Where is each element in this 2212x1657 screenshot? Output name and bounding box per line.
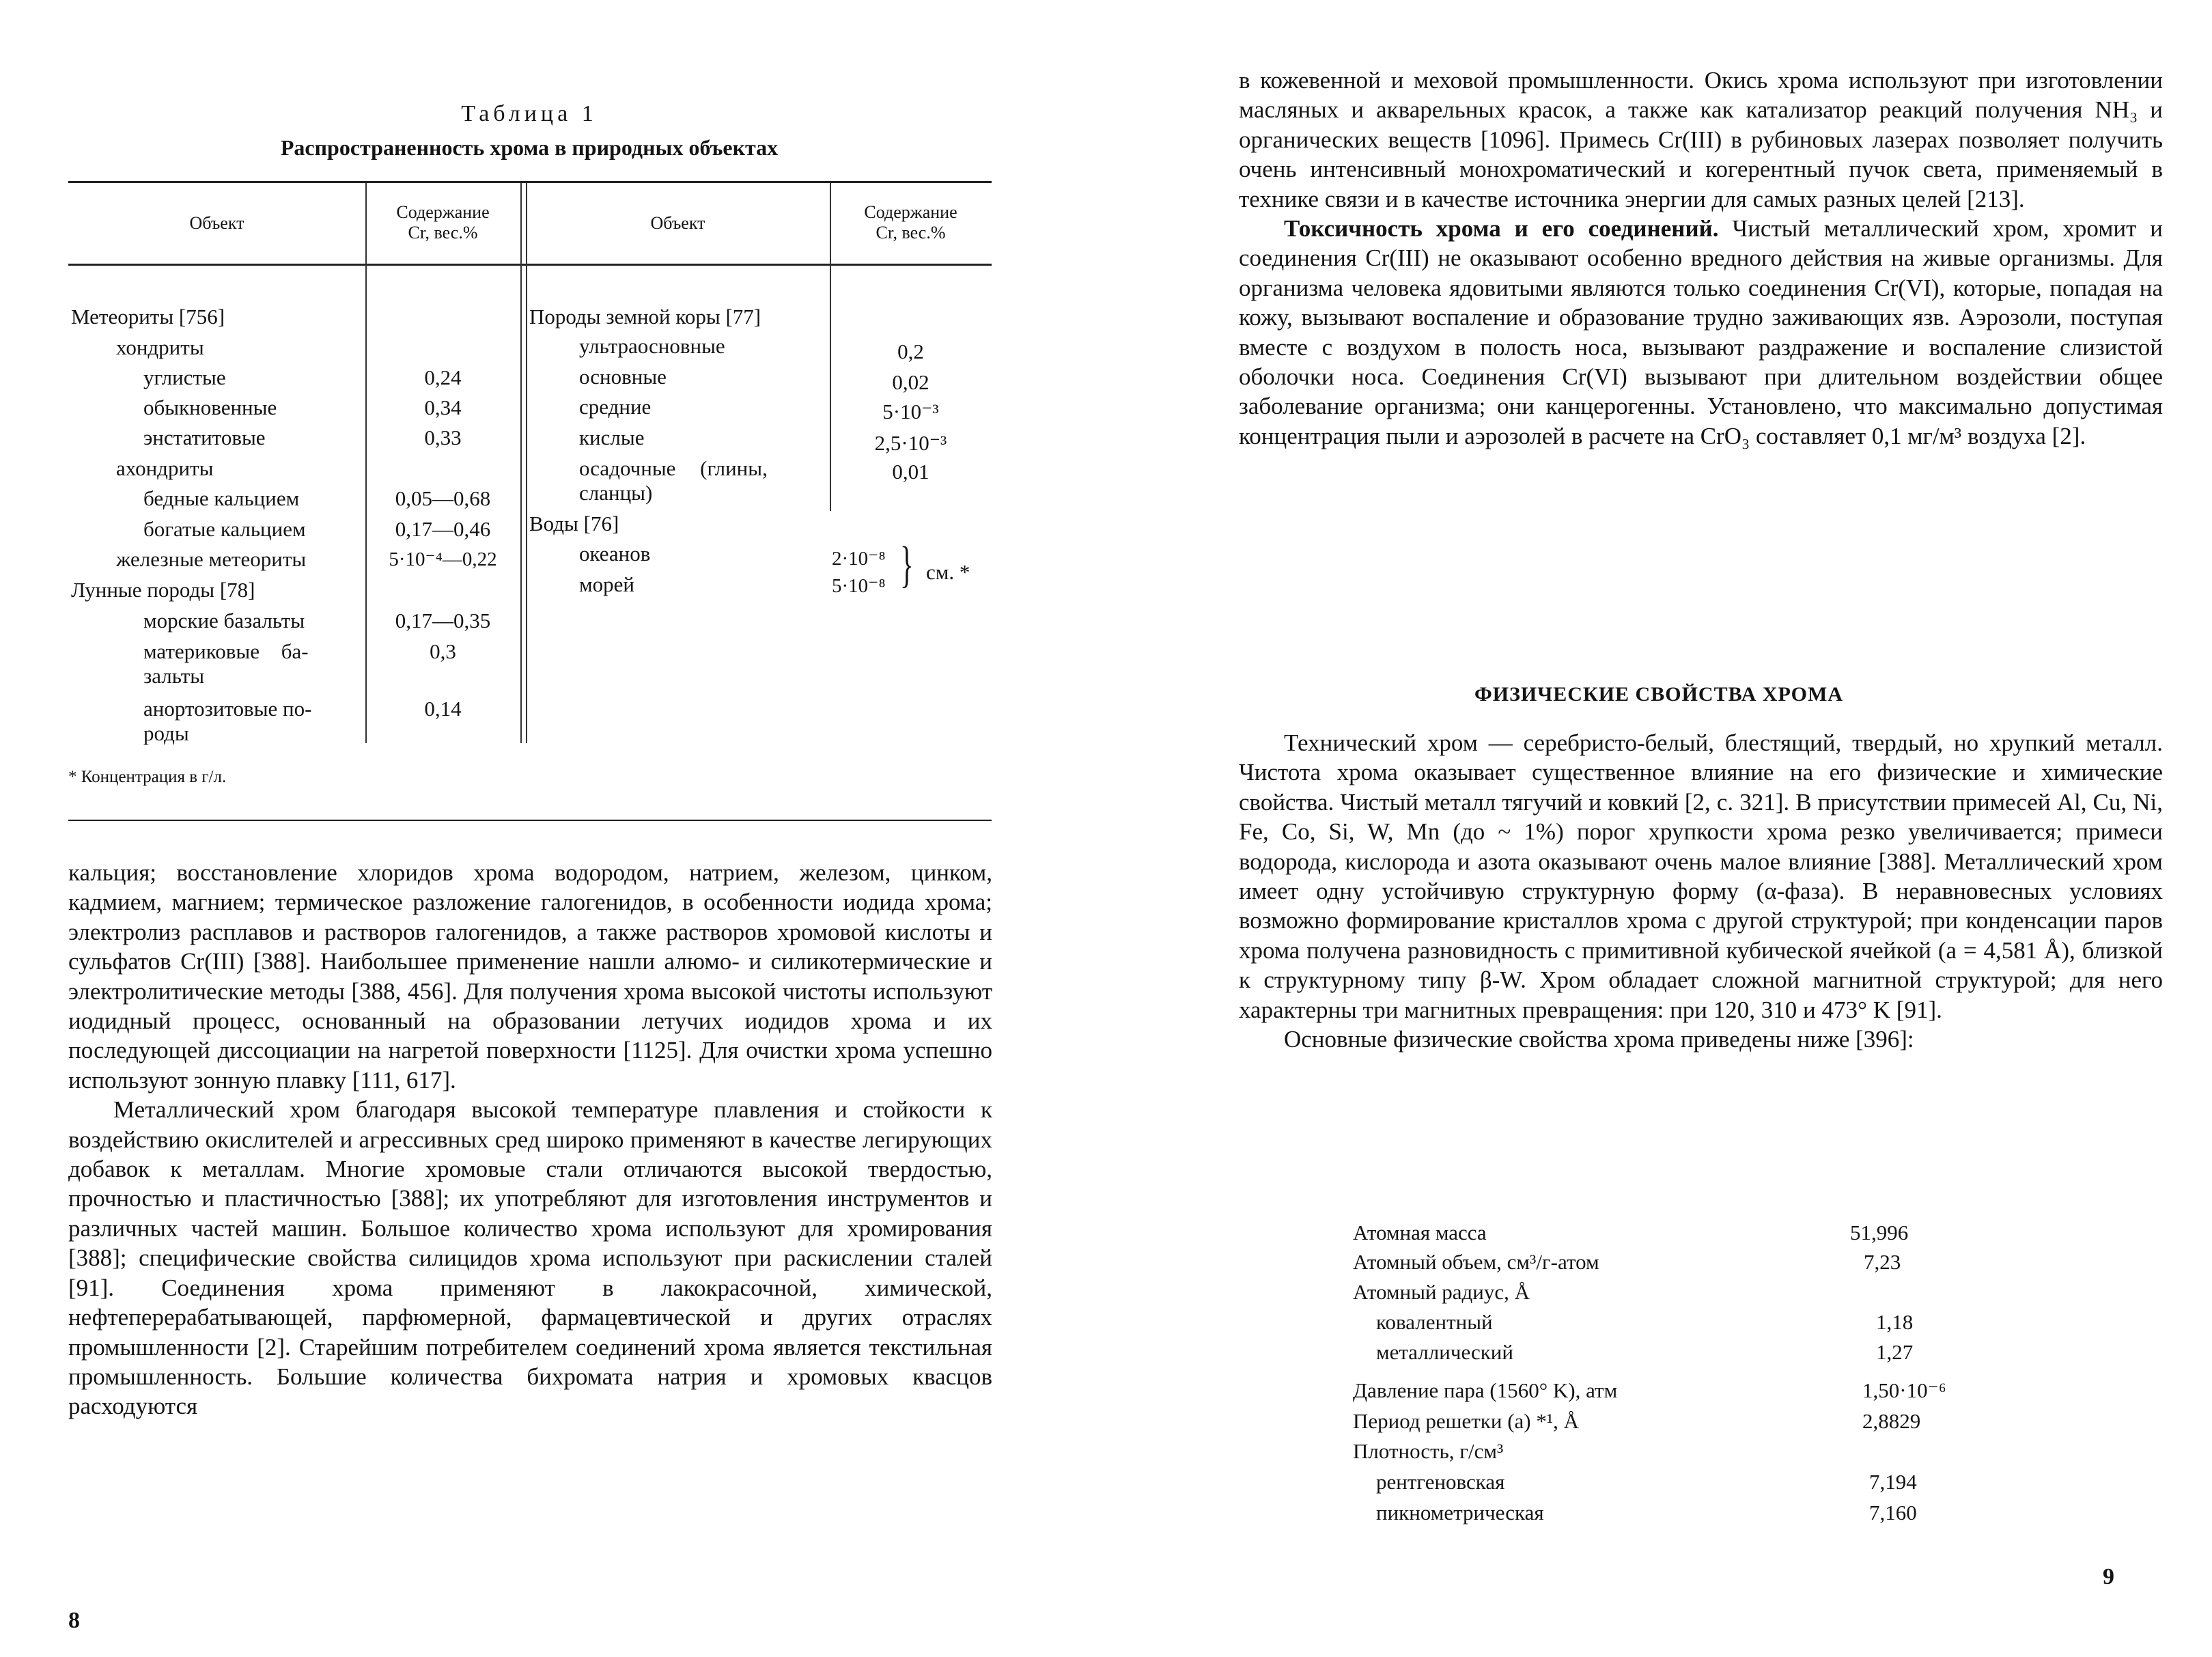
property-label: Атомный радиус, Å <box>1353 1280 1530 1304</box>
table-row-label: основные <box>579 365 667 389</box>
page-number-left: 8 <box>68 1608 80 1633</box>
table-row-value: 5·10⁻⁴—0,22 <box>389 548 497 570</box>
property-label: ковалентный <box>1376 1310 1493 1334</box>
property-value: 1,50·10⁻⁶ <box>1862 1378 1946 1402</box>
table-row-label: зальты <box>143 664 205 688</box>
table-row-value: 0,01 <box>892 460 929 484</box>
paragraph: Технический хром — серебристо-белый, блестящий, твердый, но хрупкий металл. Чистота хрома оказывает существенное влияние на его физические и химические свойства. Чистый металл тягучий и ковкий [2, с. 321]. В присутствии примесей Al, Cu, Ni, Fe, Co, Si, W, Mn (до ~ 1%) порог хрупкости хрома резко увеличивается; примеси водорода, кислорода и азота оказывают очень малое влияние [388]. Металлический хром имеет одну устойчивую структурную форму (α-фаза). В неравновесных условиях возможно формирование кристаллов хрома с другой структурой; при конденсации паров хрома получена разновидность с примитивной кубической ячейкой (a = 4,581 Å), близкой к структурному типу β-W. Хром обладает сложной магнитной структурой; для него характерны три магнитных превращения: при 120, 310 и 473° K [91]. <box>1239 729 2163 1023</box>
property-value: 7,194 <box>1869 1470 1917 1494</box>
table-row-label: ахондриты <box>116 456 214 480</box>
property-value: 7,160 <box>1869 1501 1917 1524</box>
property-label: Атомный объем, см³/г-атом <box>1353 1250 1599 1274</box>
table-row-value: 0,17—0,35 <box>395 609 491 632</box>
table-row-value: 0,34 <box>424 395 462 419</box>
table-row-label: ультраосновные <box>579 334 725 358</box>
paragraph: кальция; восстановление хлоридов хрома водородом, натрием, железом, цинком, кадмием, магнием; термическое разложение галогенидов, в особенности иодида хрома; электролиз расплавов и растворов галогенидов, а также растворов хромовой кислоты и сульфатов Cr(III) [388]. Наибольшее применение нашли алюмо- и силикотермические и электролитические методы [388, 456]. Для получения хрома высокой чистоты используют иодидный процесс, основанный на образовании летучих иодидов хрома и их последующей диссоциации на нагретой поверхности [1125]. Для очистки хрома успешно используют зонную плавку [111, 617]. <box>68 859 992 1094</box>
right-body-text-top <box>1239 66 2163 451</box>
table-row-value: 5·10⁻⁸ <box>832 575 886 597</box>
table-divider-2b <box>526 183 527 743</box>
header-content-left-1: Содержание <box>396 202 490 222</box>
property-value: 2,8829 <box>1862 1409 1921 1433</box>
property-value: 51,996 <box>1850 1221 1909 1244</box>
property-label: Атомная масса <box>1353 1221 1487 1244</box>
table-row-value: 0,33 <box>424 426 462 449</box>
table-row-label: углистые <box>143 365 226 389</box>
table-row-label: Лунные породы [78] <box>71 578 255 602</box>
table-row-label: бедные кальцием <box>143 486 300 510</box>
table-row-label: Породы земной коры [77] <box>529 305 761 329</box>
toxicity-heading: Токсичность хрома и его соединений. <box>1284 215 1719 242</box>
header-object-left: Объект <box>189 213 244 233</box>
table-row-label: энстатитовые <box>143 426 266 449</box>
table-row-value: 0,02 <box>892 370 929 394</box>
table-header-rule <box>68 264 992 266</box>
paragraph: в кожевенной и меховой промышленности. Окись хрома используют при изготовлении масляных и акварельных красок, а также как катализатор реакций получения NH₃ и органических веществ [1096]. Примесь Cr(III) в рубиновых лазерах позволяет получить очень интенсивный монохроматический и когерентный пучок света, применяемый в технике связи и в качестве источника энергии для самых разных целей [213]. <box>1239 67 2163 212</box>
section-title: ФИЗИЧЕСКИЕ СВОЙСТВА ХРОМА <box>1474 683 1843 706</box>
property-label: пикнометрическая <box>1376 1501 1544 1524</box>
header-content-left-2: Cr, вес.% <box>408 223 478 242</box>
property-value: 7,23 <box>1864 1250 1901 1274</box>
left-body-text <box>68 858 992 1421</box>
table-row-value: 2·10⁻⁸ <box>832 548 886 570</box>
property-label: Период решетки (a) *¹, Å <box>1353 1409 1580 1433</box>
table-row-label: Метеориты [756] <box>71 305 225 329</box>
header-content-right-1: Содержание <box>864 202 957 222</box>
header-object-right: Объект <box>650 213 705 233</box>
table-row-value: 0,3 <box>430 639 456 663</box>
property-value: 1,18 <box>1876 1310 1914 1334</box>
table-title: Распространенность хрома в природных объектах <box>280 135 779 160</box>
paragraph: Основные физические свойства хрома приведены ниже [396]: <box>1284 1026 1914 1053</box>
table-divider-2a <box>520 183 522 743</box>
table-footnote: * Концентрация в г/л. <box>68 768 227 786</box>
table-row-label: кислые <box>579 426 645 449</box>
property-label: металлический <box>1376 1340 1513 1364</box>
table-row-label: обыкновенные <box>143 395 277 419</box>
property-value: 1,27 <box>1876 1340 1914 1364</box>
table-row-value: 0,24 <box>424 365 462 389</box>
table-row-value: 2,5·10⁻³ <box>874 431 947 455</box>
table-row-label: анортозитовые по- <box>143 697 312 721</box>
table-row-label: морские базальты <box>143 609 305 632</box>
table-row-value: 0,2 <box>897 339 924 363</box>
table-row-label: осадочные (глины, <box>579 456 768 480</box>
table-row-label: морей <box>579 572 634 596</box>
paragraph: Металлический хром благодаря высокой температуре плавления и стойкости к воздействию окислителей и агрессивных сред широко применяют в качестве легирующих добавок к металлам. Многие хромовые стали отличаются высокой твердостью, прочностью и пластичностью [388]; их употребляют для изготовления инструментов и различных частей машин. Большое количество хрома используют для хромирования [388]; специфические свойства силицидов хрома используют при раскислении сталей [91]. Соединения хрома применяют в лакокрасочной, химической, нефтеперерабатывающей, парфюмерной, фармацевтической и других отраслях промышленности [2]. Старейшим потребителем соединений хрома является текстильная промышленность. Большие количества бихромата натрия и хромовых квасцов расходуются <box>68 1096 992 1420</box>
table-row-value: 0,05—0,68 <box>395 486 491 510</box>
toxicity-paragraph <box>1239 214 2163 451</box>
table-row-label: хондриты <box>116 335 204 359</box>
brace-note: см. * <box>926 560 970 584</box>
table-row-label: богатые кальцием <box>143 517 306 541</box>
table-row-value: 0,17—0,46 <box>395 517 491 541</box>
toxicity-text: Чистый металлический хром, хромит и соединения Cr(III) не оказывают особенно вредного действия на живые организмы. Для организма человека ядовитыми являются только соединения Cr(VI), которые, попадая на кожу, вызывают воспаление и образование трудно заживающих язв. Аэрозоли, поступая вместе с воздухом в полость носа, вызывают раздражение и воспаление слизистой оболочки носа. Соединения Cr(VI) вызывают при длительном воздействии общее заболевание организма; они канцерогенны. Установлено, что максимально допустимая концентрация пыли и аэрозолей в расчете на CrO₃ составляет 0,1 мг/м³ воздуха [2]. <box>1239 215 2163 449</box>
right-brace: } <box>900 537 914 593</box>
page-number-right: 9 <box>2103 1564 2114 1589</box>
property-label: Плотность, г/см³ <box>1353 1439 1504 1463</box>
table-row-value: 5·10⁻³ <box>882 400 939 423</box>
table-top-rule <box>68 181 992 183</box>
table-row-label: сланцы) <box>579 481 653 505</box>
right-body-text-physical <box>1239 728 2163 1054</box>
right-page <box>1106 0 2212 1657</box>
table-bottom-rule <box>68 820 992 821</box>
table-row-label: железные метеориты <box>116 547 307 571</box>
table-row-value: 0,14 <box>424 697 462 721</box>
property-label: Давление пара (1560° K), атм <box>1353 1378 1618 1402</box>
header-content-right-2: Cr, вес.% <box>876 223 946 242</box>
table-row-label: роды <box>143 721 189 745</box>
table-row-label: океанов <box>579 542 651 566</box>
table-row-label: Воды [76] <box>529 512 619 535</box>
property-label: рентгеновская <box>1376 1470 1505 1494</box>
table-caption: Таблица 1 <box>461 101 598 126</box>
table-row-label: материковые ба- <box>143 639 309 663</box>
table-row-label: средние <box>579 395 652 419</box>
